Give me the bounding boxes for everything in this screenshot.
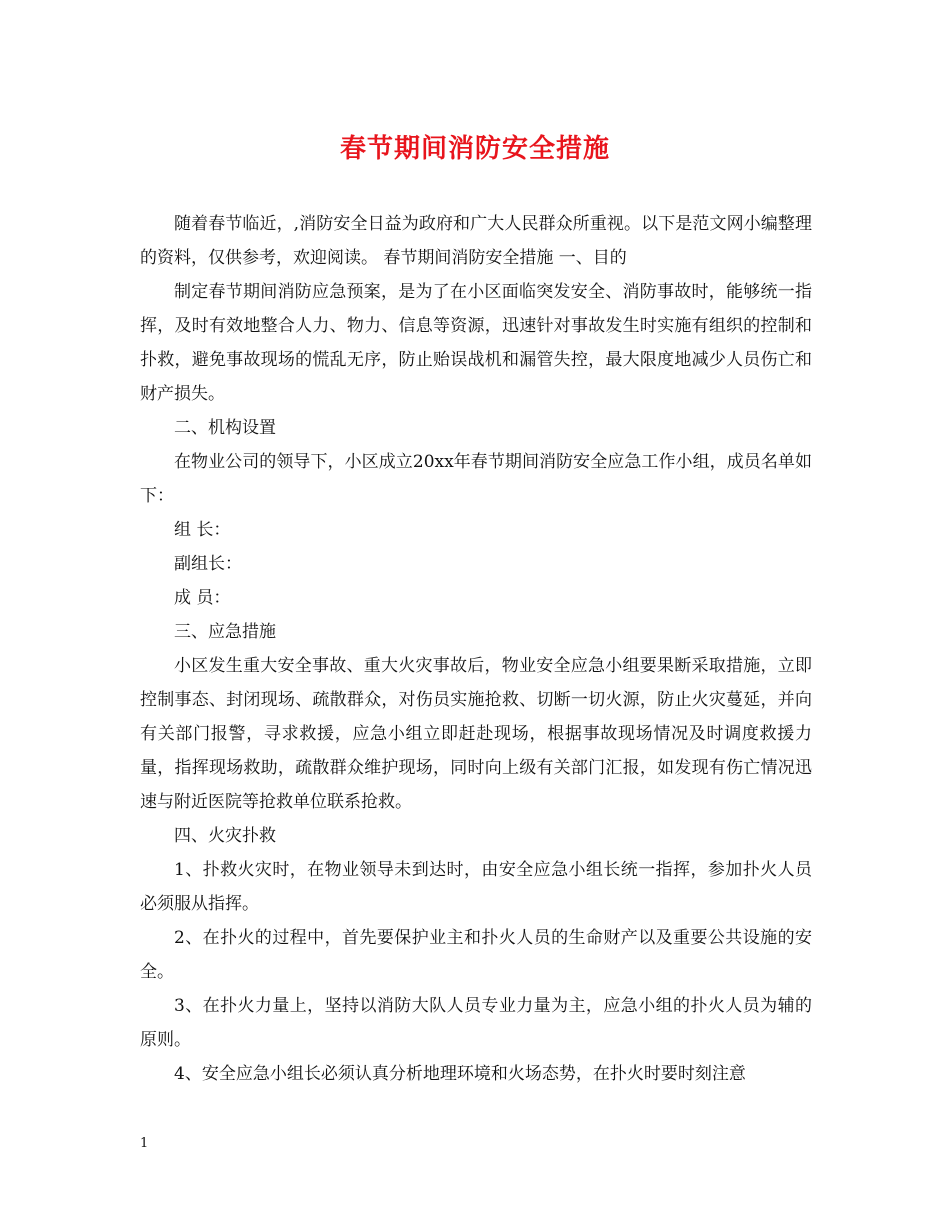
list-item-3: 3、在扑火力量上，坚持以消防大队人员专业力量为主，应急小组的扑火人员为辅的原则。 bbox=[140, 996, 812, 1050]
paragraph-purpose: 制定春节期间消防应急预案，是为了在小区面临突发安全、消防事故时，能够统一指挥，及时有效地整合人力、物力、信息等资源，迅速针对事故发生时实施有组织的控制和扑救，避免事故现场的慌乱无序，防止贻误战机和漏管失控，最大限度地减少人员伤亡和财产损失。 bbox=[140, 282, 812, 404]
section-heading-organization: 二、机构设置 bbox=[174, 418, 276, 438]
paragraph-emergency: 小区发生重大安全事故、重大火灾事故后，物业安全应急小组要果断采取措施，立即控制事态、封闭现场、疏散群众，对伤员实施抢救、切断一切火源，防止火灾蔓延，并向有关部门报警，寻求救援，应急小组立即赶赴现场，根据事故现场情况及时调度救援力量，指挥现场救助，疏散群众维护现场，同时向上级有关部门汇报，如发现有伤亡情况迅速与附近医院等抢救单位联系抢救。 bbox=[140, 656, 812, 812]
paragraph-organization: 在物业公司的领导下，小区成立20xx年春节期间消防安全应急工作小组，成员名单如下： bbox=[140, 452, 812, 506]
document-body bbox=[140, 207, 812, 1091]
member-leader: 组 长： bbox=[174, 520, 231, 540]
member-members: 成 员： bbox=[174, 588, 231, 608]
document-title: 春节期间消防安全措施 bbox=[339, 134, 610, 164]
section-heading-emergency: 三、应急措施 bbox=[174, 622, 276, 642]
list-item-2: 2、在扑火的过程中，首先要保护业主和扑火人员的生命财产以及重要公共设施的安全。 bbox=[140, 928, 812, 982]
section-heading-firefighting: 四、火灾扑救 bbox=[174, 826, 276, 846]
list-item-4: 4、安全应急小组长必须认真分析地理环境和火场态势，在扑火时要时刻注意 bbox=[174, 1064, 746, 1084]
member-deputy-leader: 副组长： bbox=[174, 554, 242, 574]
page-number: 1 bbox=[140, 1136, 149, 1151]
list-item-1: 1、扑救火灾时，在物业领导未到达时，由安全应急小组长统一指挥，参加扑火人员必须服从指挥。 bbox=[140, 860, 812, 914]
paragraph-intro: 随着春节临近，,消防安全日益为政府和广大人民群众所重视。以下是范文网小编整理的资料，仅供参考，欢迎阅读。 春节期间消防安全措施 一、目的 bbox=[140, 214, 812, 268]
